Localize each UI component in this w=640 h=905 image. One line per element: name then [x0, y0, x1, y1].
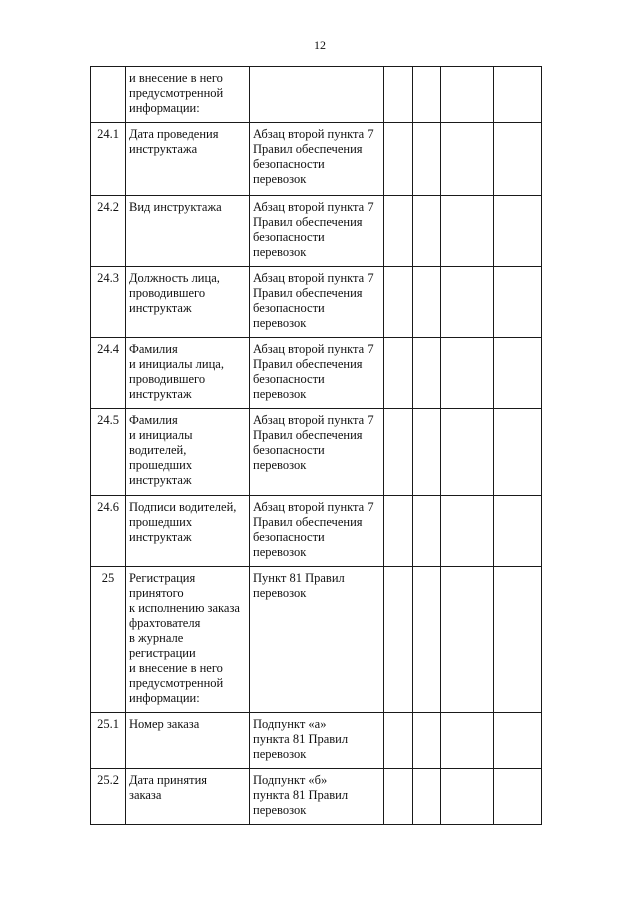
empty-cell	[494, 196, 542, 267]
empty-cell	[441, 267, 494, 338]
legal-basis: Абзац второй пункта 7 Правил обеспечения безопасности перевозок	[250, 267, 384, 338]
item-name: Регистрация принятого к исполнению заказа фрахтователя в журнале регистрации и внесение в него предусмотренной информации:	[126, 567, 250, 713]
empty-cell	[384, 338, 413, 409]
empty-cell	[441, 196, 494, 267]
empty-cell	[494, 67, 542, 123]
table-row	[91, 713, 542, 769]
table-row	[91, 196, 542, 267]
legal-basis: Абзац второй пункта 7 Правил обеспечения безопасности перевозок	[250, 196, 384, 267]
item-name: и внесение в него предусмотренной информации:	[126, 67, 250, 123]
empty-cell	[441, 769, 494, 825]
requirements-table	[90, 66, 542, 825]
legal-basis: Пункт 81 Правил перевозок	[250, 567, 384, 713]
table-row	[91, 769, 542, 825]
item-name: Номер заказа	[126, 713, 250, 769]
row-number: 24.4	[91, 338, 126, 409]
empty-cell	[413, 496, 441, 567]
table-row	[91, 123, 542, 196]
empty-cell	[384, 196, 413, 267]
empty-cell	[384, 409, 413, 496]
legal-basis: Подпункт «б» пункта 81 Правил перевозок	[250, 769, 384, 825]
empty-cell	[413, 67, 441, 123]
empty-cell	[441, 67, 494, 123]
empty-cell	[494, 769, 542, 825]
item-name: Фамилия и инициалы лица, проводившего инструктаж	[126, 338, 250, 409]
empty-cell	[441, 338, 494, 409]
table-row	[91, 409, 542, 496]
empty-cell	[413, 713, 441, 769]
empty-cell	[413, 123, 441, 196]
item-name: Фамилия и инициалы водителей, прошедших инструктаж	[126, 409, 250, 496]
row-number: 24.3	[91, 267, 126, 338]
row-number: 25.1	[91, 713, 126, 769]
row-number: 25.2	[91, 769, 126, 825]
empty-cell	[494, 496, 542, 567]
empty-cell	[494, 713, 542, 769]
table-row	[91, 67, 542, 123]
empty-cell	[494, 338, 542, 409]
legal-basis	[250, 67, 384, 123]
row-number: 24.5	[91, 409, 126, 496]
legal-basis: Абзац второй пункта 7 Правил обеспечения безопасности перевозок	[250, 123, 384, 196]
empty-cell	[494, 409, 542, 496]
empty-cell	[413, 196, 441, 267]
empty-cell	[441, 123, 494, 196]
empty-cell	[441, 713, 494, 769]
empty-cell	[413, 409, 441, 496]
empty-cell	[384, 713, 413, 769]
empty-cell	[413, 338, 441, 409]
empty-cell	[413, 769, 441, 825]
item-name: Вид инструктажа	[126, 196, 250, 267]
empty-cell	[441, 567, 494, 713]
empty-cell	[441, 496, 494, 567]
empty-cell	[441, 409, 494, 496]
row-number	[91, 67, 126, 123]
legal-basis: Абзац второй пункта 7 Правил обеспечения безопасности перевозок	[250, 496, 384, 567]
legal-basis: Абзац второй пункта 7 Правил обеспечения безопасности перевозок	[250, 409, 384, 496]
empty-cell	[384, 567, 413, 713]
legal-basis: Подпункт «а» пункта 81 Правил перевозок	[250, 713, 384, 769]
empty-cell	[384, 267, 413, 338]
empty-cell	[413, 567, 441, 713]
row-number: 24.1	[91, 123, 126, 196]
legal-basis: Абзац второй пункта 7 Правил обеспечения безопасности перевозок	[250, 338, 384, 409]
table-row	[91, 567, 542, 713]
row-number: 24.6	[91, 496, 126, 567]
table-row	[91, 338, 542, 409]
empty-cell	[384, 67, 413, 123]
item-name: Должность лица, проводившего инструктаж	[126, 267, 250, 338]
row-number: 25	[91, 567, 126, 713]
empty-cell	[494, 567, 542, 713]
empty-cell	[384, 769, 413, 825]
page-number: 12	[314, 38, 326, 52]
item-name: Дата принятия заказа	[126, 769, 250, 825]
row-number: 24.2	[91, 196, 126, 267]
table-row	[91, 267, 542, 338]
item-name: Дата проведения инструктажа	[126, 123, 250, 196]
item-name: Подписи водителей, прошедших инструктаж	[126, 496, 250, 567]
table-row	[91, 496, 542, 567]
empty-cell	[384, 496, 413, 567]
empty-cell	[494, 123, 542, 196]
empty-cell	[384, 123, 413, 196]
empty-cell	[413, 267, 441, 338]
empty-cell	[494, 267, 542, 338]
